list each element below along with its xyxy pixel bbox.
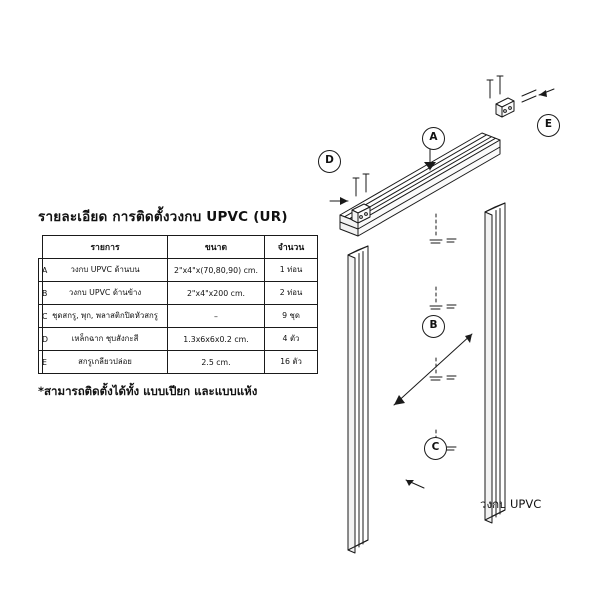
- table-header-row: [39, 236, 318, 259]
- spec-table: [38, 235, 318, 374]
- callout-e: E: [537, 114, 560, 137]
- row-item: เหล็กฉาก ชุบสังกะสี: [43, 328, 168, 351]
- callout-c: C: [424, 437, 447, 460]
- top-right-fasteners: [487, 76, 536, 117]
- spec-table-body: [39, 259, 318, 374]
- table-row: [39, 282, 318, 305]
- callout-a: A: [422, 127, 445, 150]
- row-qty: 9 ชุด: [265, 305, 318, 328]
- specification-block: [38, 205, 318, 401]
- row-qty: 1 ท่อน: [265, 259, 318, 282]
- header-item: รายการ: [43, 236, 168, 259]
- left-vertical-frame-member: [348, 246, 368, 553]
- row-qty: 2 ท่อน: [265, 282, 318, 305]
- row-key: A: [39, 259, 43, 282]
- spec-title: รายละเอียด การติดตั้งวงกบ UPVC (UR): [38, 209, 288, 225]
- spec-note: *สามารถติดตั้งได้ทั้ง แบบเปียก และแบบแห้ง: [38, 384, 258, 398]
- row-size: 2"x4"x(70,80,90) cm.: [168, 259, 265, 282]
- row-item: วงกบ UPVC ด้านบน: [43, 259, 168, 282]
- row-size: –: [168, 305, 265, 328]
- row-item: สกรูเกลียวปล่อย: [43, 351, 168, 374]
- header-size: ขนาด: [168, 236, 265, 259]
- row-key: C: [39, 305, 43, 328]
- screw-glyphs: [430, 239, 456, 451]
- spec-table-head: [39, 236, 318, 259]
- header-qty: จำนวน: [265, 236, 318, 259]
- right-vertical-frame-member: [485, 203, 505, 523]
- row-key: E: [39, 351, 43, 374]
- row-qty: 4 ตัว: [265, 328, 318, 351]
- row-item: ชุดสกรู, พุก, พลาสติกปิดหัวสกรู: [43, 305, 168, 328]
- angle-brackets: [352, 174, 370, 223]
- row-qty: 16 ตัว: [265, 351, 318, 374]
- callout-d: D: [318, 150, 341, 173]
- table-row: [39, 328, 318, 351]
- row-size: 2.5 cm.: [168, 351, 265, 374]
- row-key: D: [39, 328, 43, 351]
- row-size: 2"x4"x200 cm.: [168, 282, 265, 305]
- drawing-caption: วงกบ UPVC: [480, 497, 542, 511]
- row-item: วงกบ UPVC ด้านข้าง: [43, 282, 168, 305]
- table-row: [39, 305, 318, 328]
- callout-b: B: [422, 315, 445, 338]
- table-row: [39, 259, 318, 282]
- row-size: 1.3x6x6x0.2 cm.: [168, 328, 265, 351]
- row-key: B: [39, 282, 43, 305]
- table-row: [39, 351, 318, 374]
